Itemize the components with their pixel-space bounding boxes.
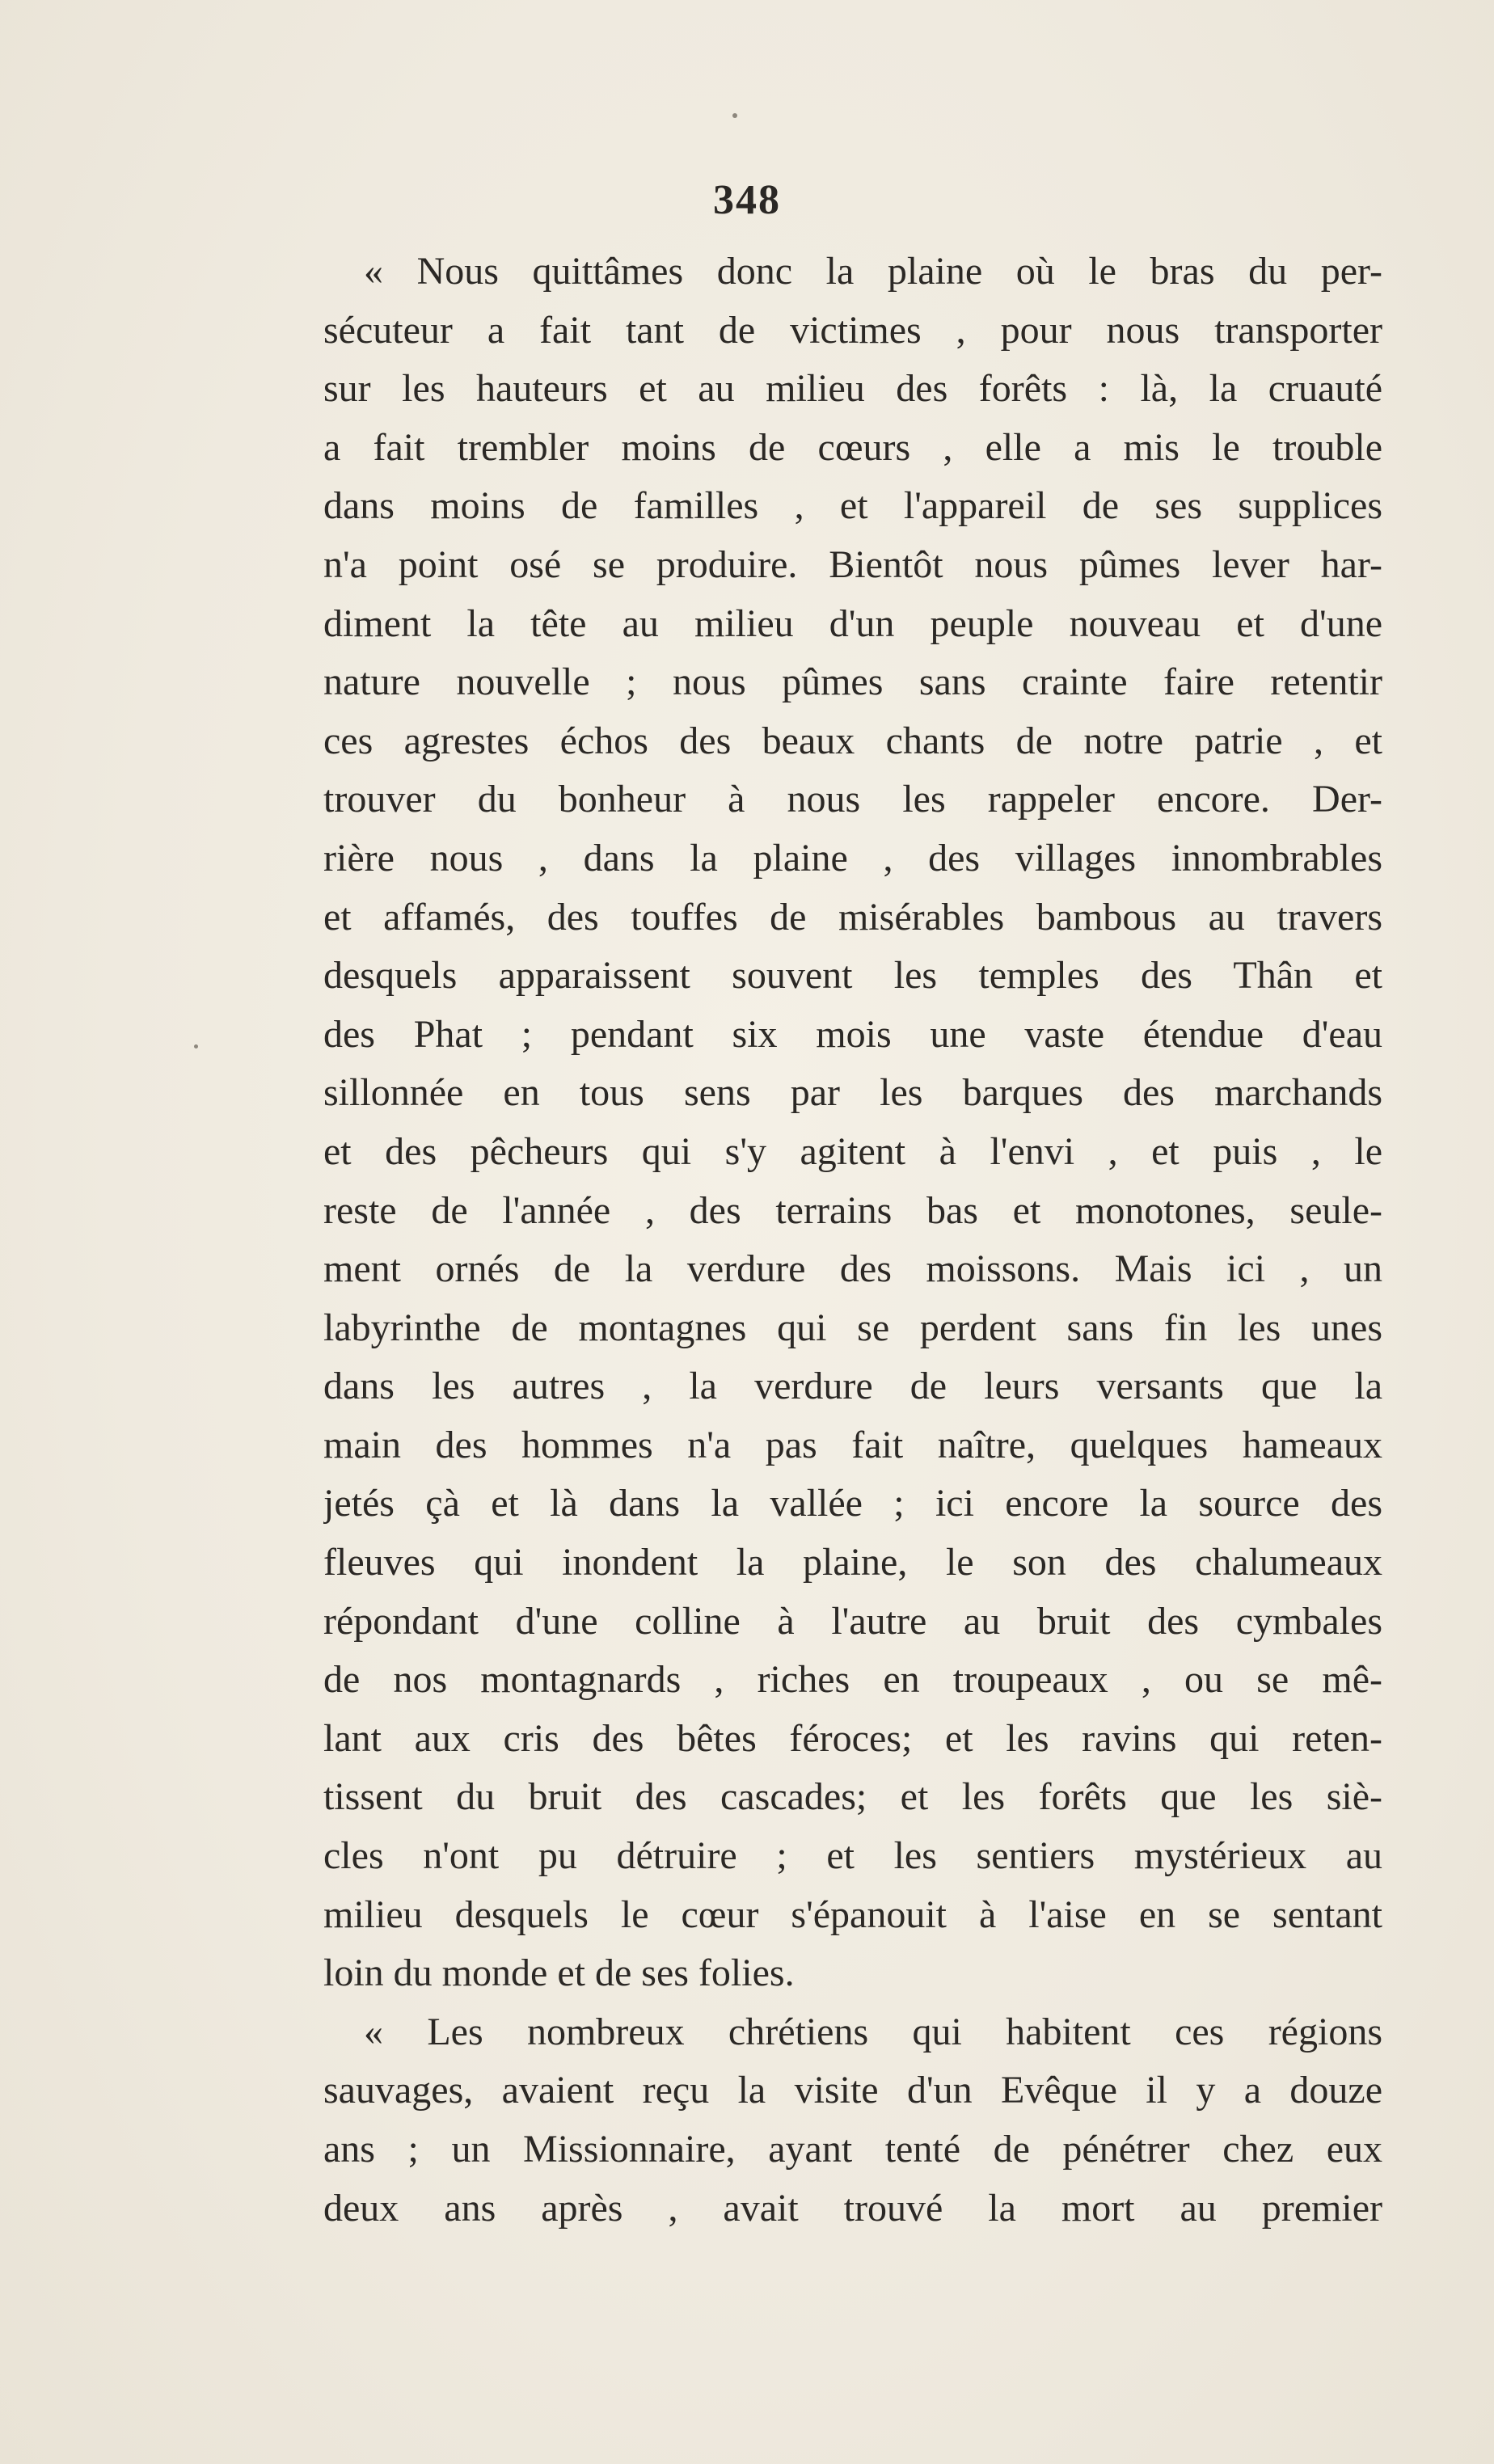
text-line: deux ans après , avait trouvé la mort au premier: [323, 2186, 1382, 2230]
page-number: 348: [713, 177, 781, 223]
text-line: dans les autres , la verdure de leurs versants que la: [323, 1365, 1382, 1408]
text-line: milieu desquels le cœur s'épanouit à l'aise en se sentant: [323, 1892, 1382, 1936]
text-line: « Nous quittâmes donc la plaine où le bras du per-: [364, 250, 1382, 293]
text-line: jetés çà et là dans la vallée ; ici encore la source des: [323, 1482, 1382, 1525]
paper-speck: [194, 1044, 198, 1048]
text-line: dans moins de familles , et l'appareil de ses supplices: [323, 484, 1382, 528]
body-text: [323, 243, 1382, 2238]
text-line: trouver du bonheur à nous les rappeler encore. Der-: [323, 778, 1382, 821]
text-line: a fait trembler moins de cœurs , elle a mis le trouble: [323, 425, 1382, 469]
paper-speck: [732, 113, 737, 118]
text-line: sillonnée en tous sens par les barques des marchands: [323, 1071, 1382, 1115]
text-line: main des hommes n'a pas fait naître, quelques hameaux: [323, 1423, 1382, 1466]
text-line: répondant d'une colline à l'autre au bruit des cymbales: [323, 1599, 1382, 1643]
text-line: fleuves qui inondent la plaine, le son des chalumeaux: [323, 1541, 1382, 1584]
text-line: et des pêcheurs qui s'y agitent à l'envi , et puis , le: [323, 1129, 1382, 1173]
text-line: et affamés, des touffes de misérables bambous au travers: [323, 895, 1382, 939]
text-line: « Les nombreux chrétiens qui habitent ces régions: [364, 2010, 1382, 2053]
text-line: diment la tête au milieu d'un peuple nouveau et d'une: [323, 601, 1382, 645]
text-line: rière nous , dans la plaine , des villages innombrables: [323, 836, 1382, 880]
text-line: sécuteur a fait tant de victimes , pour nous transporter: [323, 308, 1382, 352]
text-line: ces agrestes échos des beaux chants de notre patrie , et: [323, 719, 1382, 762]
text-line: nature nouvelle ; nous pûmes sans crainte faire retentir: [323, 660, 1382, 704]
text-line: sauvages, avaient reçu la visite d'un Evêque il y a douze: [323, 2069, 1382, 2112]
text-line: reste de l'année , des terrains bas et monotones, seule-: [323, 1188, 1382, 1232]
text-line: labyrinthe de montagnes qui se perdent sans fin les unes: [323, 1306, 1382, 1349]
text-line: ans ; un Missionnaire, ayant tenté de pénétrer chez eux: [323, 2128, 1382, 2171]
text-line: cles n'ont pu détruire ; et les sentiers mystérieux au: [323, 1834, 1382, 1878]
text-line: ment ornés de la verdure des moissons. Mais ici , un: [323, 1247, 1382, 1291]
text-line: des Phat ; pendant six mois une vaste étendue d'eau: [323, 1012, 1382, 1056]
text-line: de nos montagnards , riches en troupeaux , ou se mê-: [323, 1658, 1382, 1702]
text-line: n'a point osé se produire. Bientôt nous pûmes lever har-: [323, 542, 1382, 586]
text-line: tissent du bruit des cascades; et les forêts que les siè-: [323, 1775, 1382, 1819]
text-line: loin du monde et de ses folies.: [323, 1951, 795, 1995]
text-line: desquels apparaissent souvent les temples des Thân et: [323, 954, 1382, 998]
text-line: lant aux cris des bêtes féroces; et les ravins qui reten-: [323, 1716, 1382, 1760]
text-line: sur les hauteurs et au milieu des forêts : là, la cruauté: [323, 367, 1382, 411]
